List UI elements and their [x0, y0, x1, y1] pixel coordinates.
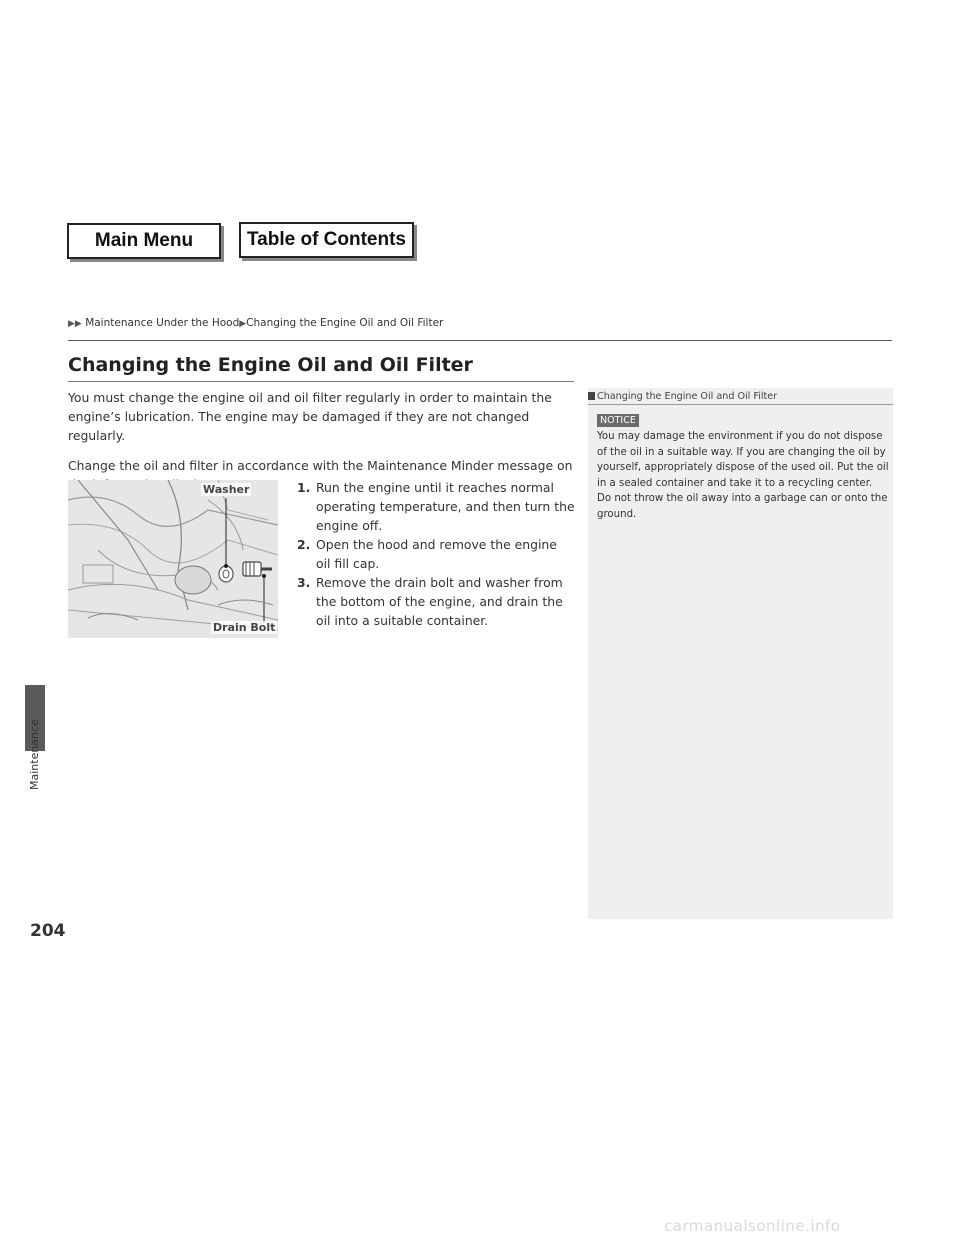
main-menu-button[interactable]: Main Menu [67, 223, 221, 259]
page-title: Changing the Engine Oil and Oil Filter [68, 354, 473, 376]
notice-text: You may damage the environment if you do not dispose of the oil in a suitable way. If you are changing the oil by yourself, appropriately dispose of the used oil. Put the oil in a sealed container and take it to a recycling center. Do not throw the oil away into a garbage can or onto the ground. [597, 431, 889, 520]
breadcrumb-arrow-icon: ▶ [239, 319, 247, 329]
intro-paragraph: You must change the engine oil and oil filter regularly in order to maintain the engine’s lubrication. The engine may be damaged if they are not changed regularly. [68, 390, 552, 443]
chapter-label: Maintenance [28, 719, 41, 790]
notes-sidebar [588, 388, 893, 919]
watermark: carmanualsonline.info [664, 1217, 841, 1235]
step-text: Run the engine until it reaches normal operating temperature, and then turn the engine off. [316, 480, 575, 533]
sidebar-header [588, 388, 893, 405]
note-reference-icon [588, 392, 595, 400]
list-item [297, 535, 575, 573]
page-number: 204 [30, 921, 66, 941]
engine-underside-drawing [68, 480, 278, 638]
step-number: 3. [297, 575, 311, 590]
list-item [297, 573, 575, 630]
breadcrumb-arrow-icon: ▶▶ [68, 319, 82, 329]
washer-label: Washer [203, 483, 250, 496]
step-number: 1. [297, 480, 311, 495]
table-of-contents-button[interactable]: Table of Contents [239, 222, 414, 258]
breadcrumb-item-maintenance-under-the-hood[interactable]: Maintenance Under the Hood [85, 317, 240, 329]
engine-oil-drain-illustration [68, 480, 278, 638]
step-number: 2. [297, 537, 311, 552]
drain-bolt-label: Drain Bolt [213, 621, 276, 634]
step-text: Remove the drain bolt and washer from the bottom of the engine, and drain the oil into a suitable container. [316, 575, 563, 628]
sidebar-title: Changing the Engine Oil and Oil Filter [597, 391, 778, 402]
step-text: Open the hood and remove the engine oil fill cap. [316, 537, 557, 571]
header-divider [68, 340, 892, 341]
breadcrumb-item-current: Changing the Engine Oil and Oil Filter [246, 317, 444, 329]
breadcrumb [68, 317, 443, 329]
title-divider [68, 381, 574, 382]
intro-paragraph: Change the oil and filter in accordance with the Maintenance Minder message on [68, 458, 573, 473]
list-item [297, 478, 575, 535]
notice-badge: NOTICE [597, 414, 639, 427]
steps-list [297, 478, 575, 630]
